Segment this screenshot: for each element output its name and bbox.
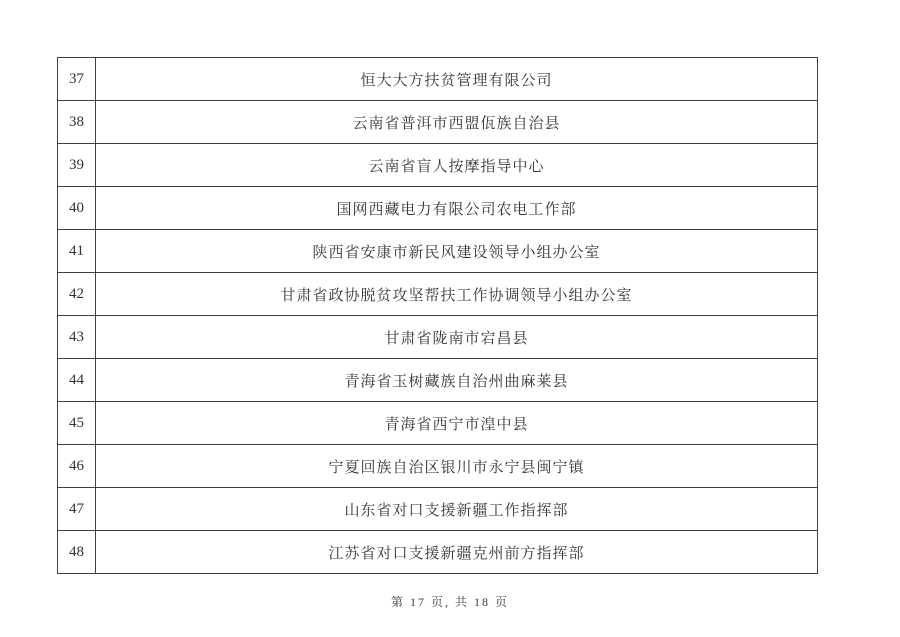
org-name: 陕西省安康市新民风建设领导小组办公室 bbox=[96, 230, 818, 273]
row-number: 44 bbox=[58, 359, 96, 402]
table-row bbox=[58, 101, 818, 144]
table-row bbox=[58, 445, 818, 488]
org-name: 甘肃省陇南市宕昌县 bbox=[96, 316, 818, 359]
row-number: 39 bbox=[58, 144, 96, 187]
org-name: 云南省普洱市西盟佤族自治县 bbox=[96, 101, 818, 144]
org-list-table bbox=[57, 57, 818, 574]
table-row bbox=[58, 531, 818, 574]
org-name: 青海省玉树藏族自治州曲麻莱县 bbox=[96, 359, 818, 402]
org-name: 青海省西宁市湟中县 bbox=[96, 402, 818, 445]
table-row bbox=[58, 316, 818, 359]
table-row bbox=[58, 58, 818, 101]
table-row bbox=[58, 488, 818, 531]
org-name: 宁夏回族自治区银川市永宁县闽宁镇 bbox=[96, 445, 818, 488]
table-row bbox=[58, 359, 818, 402]
row-number: 42 bbox=[58, 273, 96, 316]
table-row bbox=[58, 402, 818, 445]
org-name: 国网西藏电力有限公司农电工作部 bbox=[96, 187, 818, 230]
row-number: 41 bbox=[58, 230, 96, 273]
table-row bbox=[58, 187, 818, 230]
row-number: 48 bbox=[58, 531, 96, 574]
table-row bbox=[58, 230, 818, 273]
row-number: 40 bbox=[58, 187, 96, 230]
row-number: 47 bbox=[58, 488, 96, 531]
row-number: 38 bbox=[58, 101, 96, 144]
org-name: 江苏省对口支援新疆克州前方指挥部 bbox=[96, 531, 818, 574]
row-number: 45 bbox=[58, 402, 96, 445]
row-number: 46 bbox=[58, 445, 96, 488]
table-row bbox=[58, 273, 818, 316]
table-row bbox=[58, 144, 818, 187]
page-indicator: 第 17 页, 共 18 页 bbox=[390, 595, 509, 609]
row-number: 43 bbox=[58, 316, 96, 359]
org-name: 甘肃省政协脱贫攻坚帮扶工作协调领导小组办公室 bbox=[96, 273, 818, 316]
org-name: 山东省对口支援新疆工作指挥部 bbox=[96, 488, 818, 531]
org-name: 云南省盲人按摩指导中心 bbox=[96, 144, 818, 187]
org-name: 恒大大方扶贫管理有限公司 bbox=[96, 58, 818, 101]
row-number: 37 bbox=[58, 58, 96, 101]
